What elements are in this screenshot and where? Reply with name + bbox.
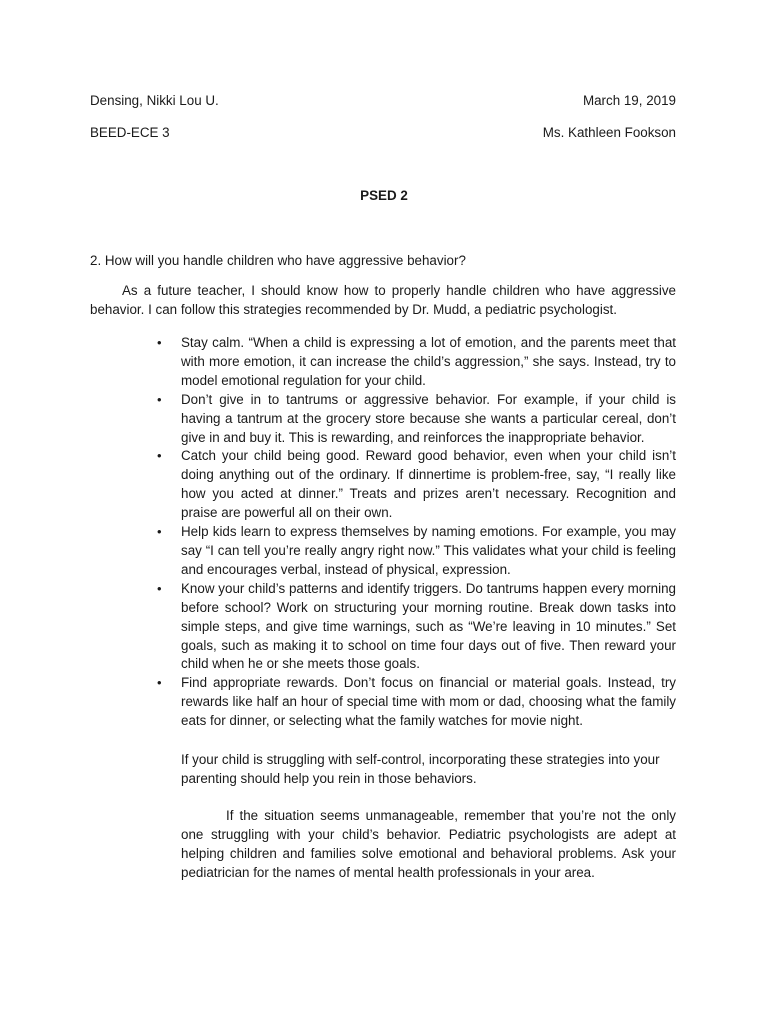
- header-row-2: [90, 124, 676, 143]
- strategy-list: [90, 334, 676, 731]
- trailing-paragraph: If your child is struggling with self-control, incorporating these strategies into your parenting should help you rein in those behaviors.: [181, 752, 660, 786]
- bullet-icon: •: [157, 675, 162, 691]
- bullet-icon: •: [157, 448, 162, 464]
- list-item-text: Help kids learn to express themselves by naming emotions. For example, you may say “I can tell you’re really angry right now.” This validates what your child is feeling and encourages verbal, instead of physical, expression.: [181, 524, 676, 577]
- list-item-text: Don’t give in to tantrums or aggressive behavior. For example, if your child is having a tantrum at the grocery store because she wants a particular cereal, don’t give in and buy it. This is rewarding, and reinforces the inappropriate behavior.: [181, 391, 676, 445]
- list-item: [90, 523, 676, 580]
- list-item: [90, 674, 676, 731]
- list-item-text: Stay calm. “When a child is expressing a lot of emotion, and the parents meet that with more emotion, it can increase the child’s aggression,” she says. Instead, try to model emotional regulation for your child.: [181, 335, 676, 388]
- instructor-name: Ms. Kathleen Fookson: [542, 125, 676, 140]
- student-name: Densing, Nikki Lou U.: [90, 93, 219, 108]
- list-item-text: Find appropriate rewards. Don’t focus on financial or material goals. Instead, try rewards like half an hour of special time with mom or dad, choosing what the family eats for dinner, or selecting what the family watches for movie night.: [181, 675, 676, 729]
- list-item-text: Know your child’s patterns and identify triggers. Do tantrums happen every morning before school? Work on structuring your morning routine. Break down tasks into simple steps, and give time warnings, such as “We’re leaving in 10 minutes.” Set goals, such as making it to school on time four days out of five. Then reward your child when he or she meets those goals.: [181, 580, 676, 672]
- list-item: [90, 391, 676, 448]
- list-item: [90, 334, 676, 391]
- document-date: March 19, 2019: [582, 93, 676, 108]
- document-title: PSED 2: [360, 188, 408, 203]
- closing-paragraph: If the situation seems unmanageable, remember that you’re not the only one struggling with your child’s behavior. Pediatric psychologists are adept at helping children and families solve emotional and behavioral problems. Ask your pediatrician for the names of mental health professionals in your area.: [181, 808, 676, 880]
- course-section: BEED-ECE 3: [90, 125, 170, 140]
- question-text: 2. How will you handle children who have aggressive behavior?: [90, 253, 466, 268]
- intro-paragraph: As a future teacher, I should know how to properly handle children who have aggressive behavior. I can follow this strategies recommended by Dr. Mudd, a pediatric psychologist.: [90, 283, 676, 317]
- list-item-text: Catch your child being good. Reward good behavior, even when your child isn’t doing anything out of the ordinary. If dinnertime is problem-free, say, “I really like how you acted at dinner.” Treats and prizes aren’t necessary. Recognition and praise are powerful all on their own.: [181, 448, 676, 521]
- list-item: [90, 447, 676, 523]
- bullet-icon: •: [157, 391, 162, 407]
- bullet-icon: •: [157, 524, 162, 540]
- header-row-1: [90, 92, 676, 111]
- list-item: [90, 580, 676, 675]
- bullet-icon: •: [157, 580, 162, 596]
- bullet-icon: •: [157, 335, 162, 350]
